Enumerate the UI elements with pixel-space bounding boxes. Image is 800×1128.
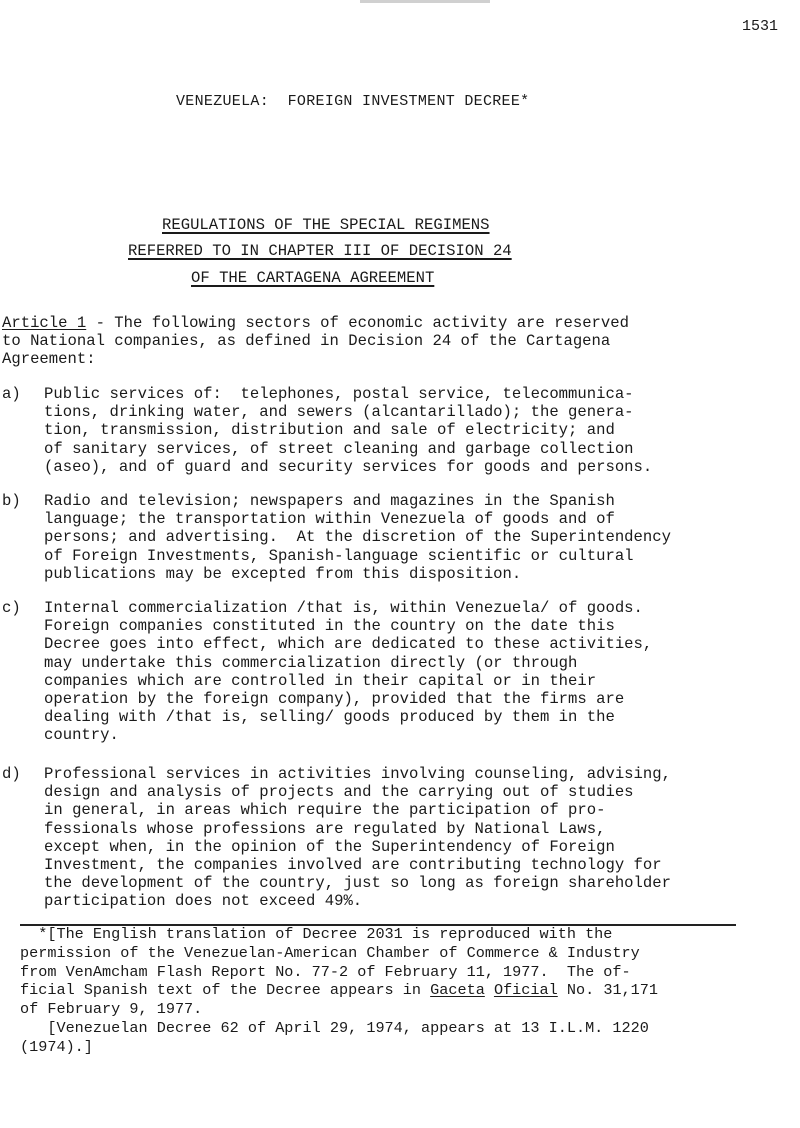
heading-line-3: OF THE CARTAGENA AGREEMENT [191,269,435,287]
gaceta-oficial-italic: Gaceta [430,981,485,1000]
heading-line-2: REFERRED TO IN CHAPTER III OF DECISION 24 [128,242,512,260]
scan-artifact [360,0,490,3]
item-marker-c: c) [2,599,21,617]
item-marker-a: a) [2,385,21,403]
page-number: 1531 [742,18,779,35]
item-a-text: Public services of: telephones, postal service, telecommunica- tions, drinking water, and sewers (alcantarillado); the genera- tion, transmission, distribution and sale of electricity; and of sanitary services, of street cleaning and garbage collection (aseo), and of guard and security services for goods and persons. [44,385,653,476]
document-title: VENEZUELA: FOREIGN INVESTMENT DECREE* [176,93,530,110]
article-label: Article 1 [2,314,87,332]
item-b-text: Radio and television; newspapers and magazines in the Spanish language; the transportation within Venezuela of goods and of persons; and advertising. At the discretion of the Superintendency of Foreign Investments, Spanish-language scientific or cultural publications may be excepted from this disposition. [44,492,671,583]
item-marker-d: d) [2,765,21,783]
item-c-text: Internal commercialization /that is, within Venezuela/ of goods. Foreign companies constituted in the country on the date this Decree goes into effect, which are dedicated to these activities, may undertake this commercialization directly (or through companies which are controlled in their capital or in their operation by the foreign company), provided that the firms are dealing with /that is, selling/ goods produced by them in the country. [44,599,653,745]
article-1-intro-line: Agreement: [2,350,96,368]
heading-line-1: REGULATIONS OF THE SPECIAL REGIMENS [162,216,490,234]
item-marker-b: b) [2,492,21,510]
article-1-intro-line: to National companies, as defined in Decision 24 of the Cartagena [2,332,611,350]
article-1-intro-line: Article 1 - The following sectors of economic activity are reserved [2,314,629,332]
footnote: *[The English translation of Decree 2031 is reproduced with the permission of the Venezuelan-American Chamber of Commerce & Industry from VenAmcham Flash Report No. 77-2 of February 11, 1977. The of- ficial Spanish text of the Decree appears in Gaceta Oficial No. 31,171 of February 9, 1977. [Venezuelan Decree 62 of April 29, 1974, appears at 13 I.L.M. 1220 (1974).] [20,925,659,1056]
item-d-text: Professional services in activities involving counseling, advising, design and analysis of projects and the carrying out of studies in general, in areas which require the participation of pro- fessionals whose professions are regulated by National Laws, except when, in the opinion of the Superintendency of Foreign Investment, the companies involved are contributing technology for the development of the country, just so long as foreign shareholder participation does not exceed 49%. [44,765,671,911]
